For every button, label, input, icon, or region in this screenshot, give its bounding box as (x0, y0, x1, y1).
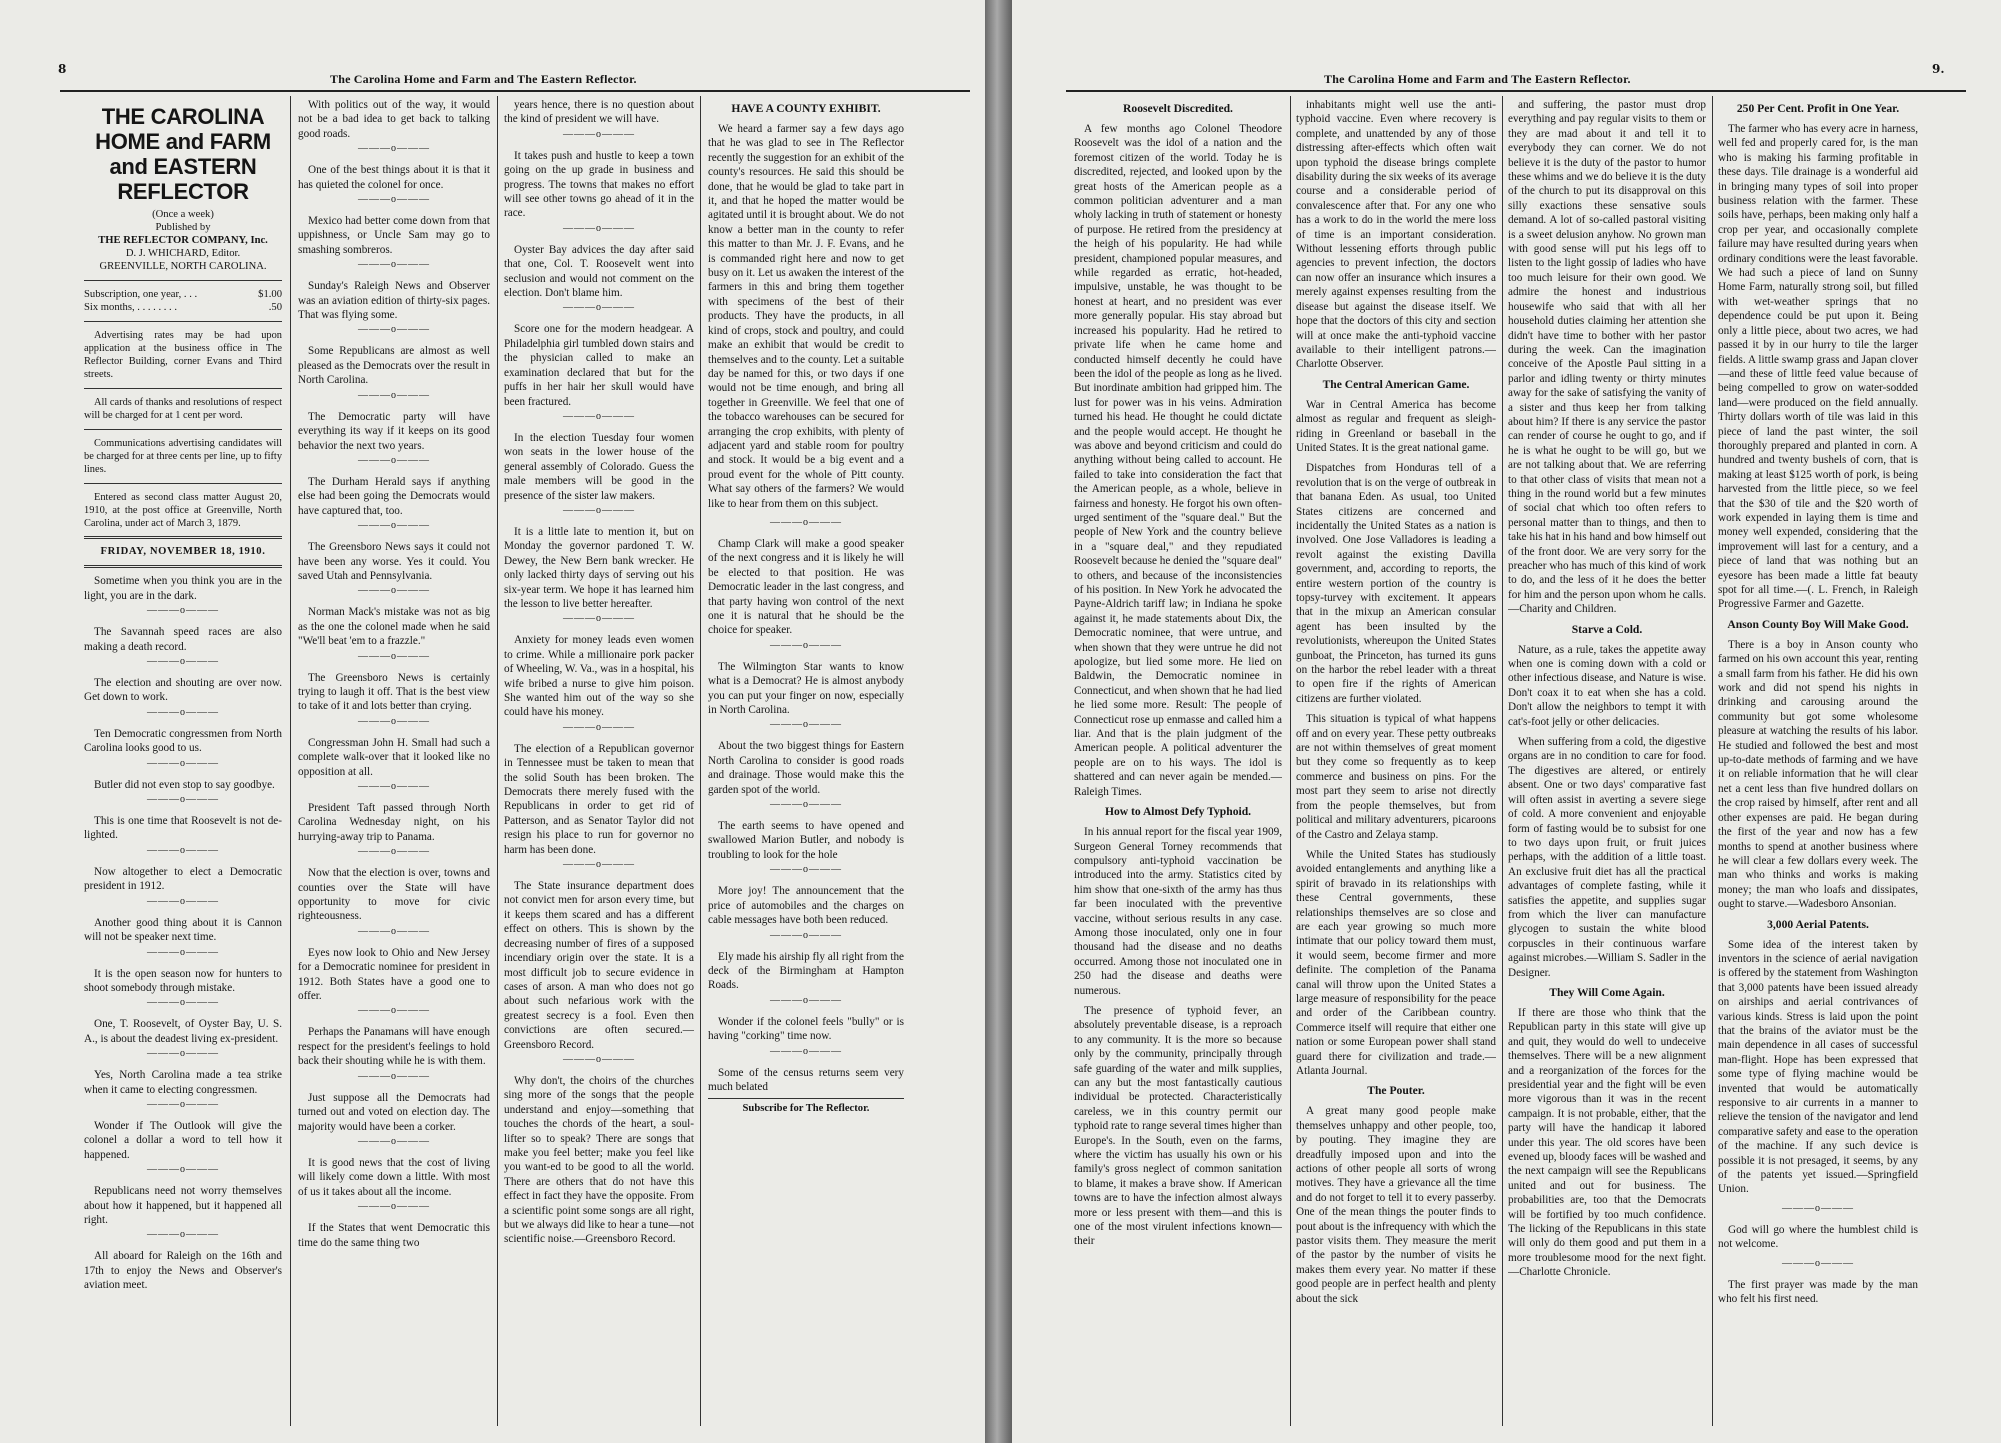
news-item: Score one for the modern headgear. A Philadelphia girl tumbled down stairs and the physician called to make an examination declared that but for the puffs in her hair her skull would have been fractured. (504, 323, 694, 408)
news-item: Republicans need not worry themselves about how it happened, but it happened all right. (84, 1185, 282, 1226)
item-separator: ———o——— (358, 389, 430, 401)
news-item: Ten Democratic congressmen from North Carolina looks good to us. (84, 727, 282, 755)
item-separator: ———o——— (147, 1164, 219, 1176)
news-item: The Democratic party will have everything its way if it keeps on its good behavior the next two years. (298, 410, 490, 452)
item-separator: ———o——— (770, 799, 842, 811)
page-number-right: 9. (1932, 62, 1945, 76)
item-separator: ———o——— (147, 605, 219, 617)
column-5: Roosevelt Discredited. A few months ago Colonel Theodore Roosevelt was the idol of a nation and the foremost citizen of the world. Today he is discredited, rejected, and looked upon by the great hosts of the American people as a common politician adventurer and a man wholy lacking in truth of statement or honesty of purpose. He retired from the presidency at the heigh of his popularity. He had while president, championed popular measures, and while regarded as erratic, hot-headed, impulsive, unstable, he was thought to be honest at heart, and no president was ever more generally popular. His stay abroad but increased his popularity. Had he retired to private life when he came home and conducted himself decently he could have been the idol of the people as long as he lived. But inordinate ambition had gripped him. The lust for power was in his veins. Admiration turned his head. He thought he could dictate and the people would accept. He thought he was above and beyond criticism and could do anything without being called to account. He failed to take into consideration the fact that the American people, as a whole, believe in fairness and honesty. He forgot his own often-urged sentiment of the "square deal." But the people of New York and the country believe in a "square deal," and they repudiated Roosevelt because he denied the "square deal" to others, and because of the inconsistencies of his position. In New York he advocated the Payne-Aldrich tariff law; in Indiana he spoke against it, he made statements about Dix, the Democratic nominee, that were untrue, and when shown that they were untrue he did not apologize, but lied some more. He lied on Baldwin, the Democratic nominee in Connecticut, and when shown that he had lied he lied some more. Result: The people of Connecticut rose up enmasse and called him a liar. And that is the plain judgment of the American people. A political adventurer the people are on to his ways. The idol is shattered and can never again be mended.—Raleigh Times. How to Almost Defy Typhoid. In his annual report for the fiscal year 1909, Surgeon General Torney recommends that compulsory anti-typhoid vaccination be introduced into the army. Statistics cited by him show that one-sixth of the army has thus far been inoculated with the preventive vaccine, without serious results in any case. Among those inoculated, only one in four thousand had the disease and no deaths occurred. Among those not inoculated one in 250 had the disease and deaths were numerous. The presence of typhoid fever, an absolutely preventable disease, is a reproach to any community. It is the more so because only by the community, principally through safe guarding of the water and milk supplies, can any but the most fantastically cautious individual be protected. Characteristically careless, we in this country permit our typhoid rate to range several times higher than Europe's. In the South, even on the farms, where the victim has usually his own or his family's gross neglect of common sanitation to blame, it makes a brave show. If American towns are to have the infection almost always more or less present with them—and this is one of the most virulent infections known—their (1074, 102, 1282, 1248)
news-item: Ely made his airship fly all right from the deck of the Birmingham at Hampton Roads. (708, 950, 904, 992)
news-item: Anxiety for money leads even women to crime. While a millionaire pork packer of Wheeling, W. Va., was in a hospital, his wife bribed a nurse to give him poison. She wanted him out of the way so she could have his money. (504, 634, 694, 719)
masthead-title: THE CAROLINA HOME and FARM and EASTERN REFLECTOR (95, 104, 271, 204)
item-separator: ———o——— (770, 639, 842, 651)
headline-central-american: The Central American Game. (1322, 377, 1470, 391)
column-7: and suffering, the pastor must drop everything and pay regular visits to them or they are mad about it and tell it to everybody they can corner. We do not believe it is the duty of the pastor to humor these whims and we do believe it is the duty of the church to put its disapproval on this silly exactions these sensative souls demand. A lot of so-called pastoral visiting is a sweet delusion anyhow. No grown man with good sense will put his legs off to listen to the light gossip of ladies who have too much leisure for their own good. We admire the honest and industrious housewife who said that with all her household duties claiming her attention she didn't have time to bother with her pastor during the week. Can the imagination conceive of the Apostle Paul sitting in a parlor and idling twenty or thirty minutes away for the sake of satisfying the vanity of a sister and thus keep her from talking about him? If there is any service the pastor can render of course he ought to go, and if he is what he ought to be will go, but we are not talking about that. We are referring to that other class of visits that mean not a thing in the round world but a few minutes of social chat which too often refers to personal matter than to things, and then to take his hat in his hand and bow himself out of the front door. We are very sorry for the preacher who has much of this kind of work to do, and the less of it he does the better for him and the person upon whom he calls.—Charity and Children. Starve a Cold. Nature, as a rule, takes the appetite away when one is coming down with a cold or other infectious disease, and Nature is wise. Don't coax it to eat when she has a cold. Don't allow the neighbors to tempt it with cat's-foot jelly or other delicacies. When suffering from a cold, the digestive organs are in no condition to care for food. The digestives are altered, or entirely absent. One or two days' comparative fast will often assist in averting a severe siege of cold. A more convenient and enjoyable form of fasting would be to subsist for one to two days upon fruit, or fruit juices perhaps, with the addition of a little toast. An exclusive fruit diet has all the practical advantages of complete fasting, while it satisfies the appetite, and supplies sugar from which the liver can manufacture glycogen to sustain the white blood corpuscles in their continuous warfare against microbes.—William S. Sadler in the Designer. They Will Come Again. If there are those who think that the Republican party in this state will give up and quit, they would do well to undeceive themselves. There will be a new alignment and a reorganization of the forces for the presidential year and the fight will be even more vigorous than it was in the recent campaign. It is not probable, either, that the party will have the handicap it labored under this year. The old scores have been evened up, bloody faces will be washed and the next campaign will see the Republicans united and out for business. The probabilities are, too that the Democrats will be fortified by too much confidence. The licking of the Republicans in this state will only do them good and put them in a more troublesome mood for the next fight. —Charlotte Chronicle. (1508, 99, 1706, 1279)
subscribe-notice: Subscribe for The Reflector. (708, 1098, 904, 1116)
headline-profit: 250 Per Cent. Profit in One Year. (1736, 102, 1900, 115)
headline-pouter: The Pouter. (1367, 1084, 1425, 1098)
article-county-exhibit: We heard a farmer say a few days ago that he was glad to see in The Reflector recently the suggestion for an exhibit of the county's resources. He said this should be done, that he would be glad to take part in it, and that he hoped the matter would be agitated until it is brought about. We do not know a better man in the county to refer this matter to than Mr. J. F. Evans, and he is commanded right here and now to get busy on it. Let us awaken the interest of the farmers in this and bring them together with specimens of the best of their products. They have the products, in all kind of crops, stock and poultry, and could make an exhibit that would be credit to themselves and to the county. Let a suitable day be named for this, or two days if one would not be time enough, and bring all together in Greenville. We feel that one of the tobacco warehouses can be secured for arranging the crop exhibits, with plenty of adjacent yard and stable room for poultry and stock. It would be a big event and a proud event for the whole of Pitt county. What say others of the farmers? We would like to hear from them on this subject. (708, 123, 904, 510)
news-item: Sunday's Raleigh News and Observer was an aviation edition of thirty-six pages. That was flying some. (298, 280, 490, 322)
news-item: years hence, there is no question about the kind of president we will have. (504, 99, 694, 126)
item-separator: ———o——— (147, 1229, 219, 1241)
item-separator: ———o——— (358, 715, 430, 727)
news-item: Some Republicans are almost as well pleased as the Democrats over the result in North Carolina. (298, 345, 490, 387)
item-separator: ———o——— (147, 895, 219, 907)
item-separator: ———o——— (563, 410, 635, 422)
news-item: The Savannah speed races are also making a death record. (84, 626, 282, 653)
item-separator: ———o——— (147, 997, 219, 1009)
item-separator: ———o——— (358, 1135, 430, 1147)
item-separator: ———o——— (770, 929, 842, 941)
news-item: Eyes now look to Ohio and New Jersey for a Democratic nominee for president in 1912. Both States have a good one to offer. (298, 946, 490, 1003)
left-page (0, 0, 985, 1443)
news-item: Some of the census returns seem very much belated (708, 1066, 904, 1093)
item-separator: ———o——— (358, 1070, 430, 1082)
column-8: 250 Per Cent. Profit in One Year. The farmer who has every acre in harness, well fed and properly cared for, is the man who is making his farming profitable in these days. Tile drainage is a wonderful aid in bringing many types of soil into proper business relation with the farmer. These soils have, perhaps, been making only half a crop per year, and occasionally complete failure may have resulted during years when ordinary conditions were the least favorable. We had such a piece of land on Sunny Home Farm, naturally strong soil, but filled with wet-weather springs that no dependence could be put upon it. Being only a little piece, about two acres, we had passed it by in our hurry to tile the larger fields. A little swamp grass and Japan clover—and these of little feed value because of being compelled to grow on water-sodded land—were produced on the field annually. Thirty dollars worth of tile was laid in this piece of land the past winter, the soil thoroughly prepared and planted in corn. A hundred and twenty bushels of corn, that is making at least $125 worth of pork, is being harvested from the little piece, so we feel that the $30 of tile and the $20 worth of work expended in laying them is time and money well expended, considering that the improvement will last for a century, and a piece of land that was nothing but an eyesore has been made a little fat beauty spot for all time.—(. L. French, in Raleigh Progressive Farmer and Gazette. Anson County Boy Will Make Good. There is a boy in Anson county who farmed on his own account this year, renting a small farm from his father. He did his own work and did not spend his nights in drinking and carousing around the community but got some wholesome pleasure at watching the results of his labor. He studied and followed the best and most up-to-date methods of farming and we have it on reliable information that he will clear net a cent less than five hundred dollars on the crop raised by himself, after rent and all other expenses are paid. He began during the first of the year and now has a few months to spend at another business where he will clear a few dollars every week. The man who thinks and works is making money; the man who loafs and dissipates, ought to starve.—Wadesboro Ansonian. 3,000 Aerial Patents. Some idea of the interest taken by inventors in the science of aerial navigation is offered by the statement from Washington that 3,000 patents have been issued already on airships and aerial contrivances of various kinds. Stress is laid upon the point that the brains of the aviator must be the main dependence in all cases of successful man-flight. Hope has been expressed that some type of flying machine would be invented that would be automatically responsive to air currents in a manner to relieve the tension of the navigator and lend comparative safety and ease to the operation of the machine. If any such device is possible it is not presaged, it seems, by any of the patents yet issued.—Springfield Union. ———o——— God will go where the humblest child is not welcome. ———o——— The first prayer was made by the man who felt his first need. (1718, 102, 1918, 1306)
news-item: If the States that went Democratic this time do the same thing two (298, 1222, 490, 1249)
headline-aerial: 3,000 Aerial Patents. (1767, 917, 1869, 931)
news-item: Sometime when you think you are in the light, you are in the dark. (84, 575, 282, 602)
news-item: With politics out of the way, it would not be a bad idea to get back to talking good roads. (298, 99, 490, 140)
notice-entered: Entered as second class matter August 20, 1910, at the post office at Greenville, North Carolina, under act of March 3, 1879. (84, 492, 282, 529)
column-4: HAVE A COUNTY EXHIBIT. We heard a farmer say a few days ago that he was glad to see in The Reflector recently the suggestion for an exhibit of the county's resources. He said this should be done, that he would be glad to take part in it, and that he hoped the matter would be agitated until it is brought about. We do not know a better man in the county to refer this matter to than Mr. J. F. Evans, and he is commanded right here and now to get busy on it. Let us awaken the interest of the farmers in this and bring them together with specimens of the best of their products. They have the products, in all kind of crops, stock and poultry, and could make an exhibit that would be credit to themselves and to the county. Let a suitable day be named for this, or two days if one would not be time enough, and bring all together in Greenville. We feel that one of the tobacco warehouses can be secured for arranging the crop exhibits, with plenty of adjacent yard and stable room for poultry and stock. It would be a big event and a proud event for the whole of Pitt county. What say others of the farmers? We would like to hear from them on this subject. ———o——— Champ Clark will make a good speaker of the next congress and it is likely he will be elected to that position. He was Democratic leader in the last congress, and that party having won control of the next one it is natural that he should be the choice for speaker. ———o——— The Wilmington Star wants to know what is a Democrat? He is almost anybody you can put your finger on now, especially in North Carolina. ———o——— About the two biggest things for Eastern North Carolina to consider is good roads and drainage. Those would make this the garden spot of the world. ———o——— The earth seems to have opened and swallowed Marion Butler, and nobody is troubling to look for the hole ———o——— More joy! The announcement that the price of automobiles and the charges on cable messages have both been reduced. ———o——— Ely made his airship fly all right from the deck of the Birmingham at Hampton Roads. ———o——— Wonder if the colonel feels "bully" or is having "corking" time now. ———o——— Some of the census returns seem very much belated Subscribe for The Reflector. (708, 98, 904, 1427)
news-item: Wonder if the colonel feels "bully" or is having "corking" time now. (708, 1015, 904, 1043)
item-separator: ———o——— (147, 1098, 219, 1110)
item-separator: ———o——— (358, 143, 430, 155)
item-separator: ———o——— (147, 757, 219, 769)
item-separator: ———o——— (358, 1201, 430, 1213)
item-separator: ———o——— (358, 781, 430, 792)
news-item: It is good news that the cost of living will likely come down a little. With most of us it takes about all the income. (298, 1156, 490, 1198)
headline-typhoid: How to Almost Defy Typhoid. (1104, 805, 1252, 819)
page-number-left: 8 (58, 62, 67, 76)
item-separator: ———o——— (358, 650, 430, 662)
header-rule-right (1066, 90, 1966, 92)
news-item: President Taft passed through North Carolina Wednesday night, on his hurrying-away trip to Panama. (298, 802, 490, 843)
item-separator: ———o——— (358, 259, 430, 271)
headline-come-again: They Will Come Again. (1549, 985, 1665, 999)
column-1: THE CAROLINA HOME and FARM and EASTERN REFLECTOR (Once a week) Published by THE REFLECTOR COMPANY, Inc. D. J. WHICHARD, Editor. GREENVILLE, NORTH CAROLINA. Subscription, one year, . . . $1.00 Six months, . . . . . . . . .50 Advertising rates may be had upon application at the business office in The Reflector Building, corner Evans and Third streets. All cards of thanks and resolutions of respect will be charged for at 1 cent per word. Communications advertising candidates will be charged for at three cents per line, up to fifty lines. Entered as second class matter August 20, 1910, at the post office at Greenville, North Carolina, under act of March 3, 1879. FRIDAY, NOVEMBER 18, 1910. Sometime when you think you are in the light, you are in the dark. ———o——— The Savannah speed races are also making a death record. ———o——— The election and shouting are over now. Get down to work. ———o——— Ten Democratic congressmen from North Carolina looks good to us. ———o——— Butler did not even stop to say goodbye. ———o——— This is one time that Roosevelt is not de-lighted. ———o——— Now altogether to elect a Democratic president in 1912. ———o——— Another good thing about it is Cannon will not be speaker next time. ———o——— It is the open season now for hunters to shoot somebody through mistake. ———o——— One, T. Roosevelt, of Oyster Bay, U. S. A., is about the deadest living ex-president. ———o——— Yes, North Carolina made a tea strike when it came to electing congressmen. ———o——— Wonder if The Outlook will give the colonel a dollar a word to tell how it happened. ———o——— Republicans need not worry themselves about how it happened, but it happened all right. ———o——— All aboard for Raleigh on the 16th and 17th to enjoy the News and Observer's aviation meet. (84, 104, 282, 1292)
item-separator: ———o——— (147, 1048, 219, 1060)
headline-county-exhibit: HAVE A COUNTY EXHIBIT. (731, 102, 881, 115)
item-separator: ———o——— (563, 302, 635, 314)
headline-anson: Anson County Boy Will Make Good. (1727, 617, 1909, 631)
item-separator: ———o——— (563, 128, 635, 140)
news-item: Now that the election is over, towns and counties over the State will have opportunity to move for civic righteousness. (298, 867, 490, 923)
issue-date: FRIDAY, NOVEMBER 18, 1910. (100, 546, 266, 557)
right-page (1012, 0, 2001, 1443)
item-separator: ———o——— (358, 454, 430, 466)
item-separator: ———o——— (358, 846, 430, 858)
item-separator: ———o——— (147, 706, 219, 718)
binding-gutter (985, 0, 1012, 1443)
news-item: It is the open season now for hunters to shoot somebody through mistake. (84, 967, 282, 994)
notice-communications: Communications advertising candidates will be charged for at three cents per line, up to fifty lines. (84, 438, 282, 475)
news-item: Just suppose all the Democrats had turned out and voted on election day. The majority would have been a corker. (298, 1091, 490, 1133)
item-separator: ———o——— (358, 1005, 430, 1017)
item-separator: ———o——— (563, 1053, 635, 1065)
item-separator: ———o——— (358, 520, 430, 532)
news-item: Yes, North Carolina made a tea strike when it came to electing congressmen. (84, 1069, 282, 1096)
news-item: It takes push and hustle to keep a town going on the up grade in business and progress. The towns that makes no effort will see other towns go ahead of it in the race. (504, 149, 694, 220)
item-separator: ———o——— (358, 925, 430, 937)
news-item: One, T. Roosevelt, of Oyster Bay, U. S. A., is about the deadest living ex-president. (84, 1018, 282, 1045)
column-3 (504, 98, 694, 1427)
item-separator: ———o——— (147, 656, 219, 668)
item-separator: ———o——— (770, 719, 842, 731)
item-separator: ———o——— (147, 844, 219, 856)
item-separator: ———o——— (563, 222, 635, 234)
news-item: One of the best things about it is that it has quieted the colonel for once. (298, 164, 490, 191)
news-item: The State insurance department does not convict men for arson every time, but it keeps them scared and has a different effect on others. This is shown by the decreasing number of fires of a supposed incendiary origin over the state. It is a most difficult job to secure evidence in cases of arson. A man who does not go about such nefarious work with the greatest secrecy is a fool. Even then convictions are often secured.—Greensboro Record. (504, 880, 694, 1051)
news-item: Wonder if The Outlook will give the colonel a dollar a word to tell how it happened. (84, 1119, 282, 1161)
item-separator: ———o——— (358, 324, 430, 336)
publisher-name: THE REFLECTOR COMPANY, Inc. (98, 235, 268, 246)
news-item: More joy! The announcement that the price of automobiles and the charges on cable messages have both been reduced. (708, 885, 904, 927)
news-item: The election of a Republican governor in Tennessee must be taken to mean that the solid South has been broken. The Democrats there merely fused with the Republicans in order to get rid of Patterson, and as Senator Taylor did not resign his place to run for governor no harm has been done. (504, 742, 694, 856)
news-item: Another good thing about it is Cannon will not be speaker next time. (84, 916, 282, 944)
news-item: It is a little late to mention it, but on Monday the governor pardoned T. W. Dewey, the New Bern bank wrecker. He only lacked thirty days of serving out his six-year term. We hope it has learned him the lesson to live better hereafter. (504, 525, 694, 610)
news-item: Norman Mack's mistake was not as big as the one the colonel made when he said "We'll beat 'em to a frazzle." (298, 606, 490, 648)
item-separator: ———o——— (770, 864, 842, 876)
item-separator: ———o——— (147, 794, 219, 806)
news-item: All aboard for Raleigh on the 16th and 17th to enjoy the News and Observer's aviation meet. (84, 1250, 282, 1292)
news-item: Champ Clark will make a good speaker of the next congress and it is likely he will be elected to that position. He was Democratic leader in the last congress, and that party having won control of the next one it is natural that he should be the choice for speaker. (708, 537, 904, 637)
news-item: Butler did not even stop to say goodbye. (94, 778, 275, 791)
column-6: inhabitants might well use the anti-typhoid vaccine. Even where recovery is complete, and unattended by any of those distressing after-effects which often wait upon typhoid the disease brings complete disability during the six weeks of its average course and a considerable period of convalescence after that. For any one who has a work to do in the world the mere loss of time is an important consideration. Without lessening efforts through public agencies to prevent infection, the doctors can now offer an insurance which insures a merely against expenses resulting from the disease but against the disease itself. We hope that the doctors of this city and section will at once make the anti-typhoid vaccine available to their intelligent patrons.—Charlotte Observer. The Central American Game. War in Central America has become almost as regular and frequent as sleigh-riding in Greenland or baseball in the United States. It is the great national game. Dispatches from Honduras tell of a revolution that is on the verge of outbreak in that banana Eden. As usual, too United States citizens are concerned and incidentally the United States as a nation is involved. One Jose Valladores is leading a revolt against the existing Davilla government, and, according to reports, the entire western portion of the country is topsy-turvey with excitement. It appears that in the mixup an American consular agent has been insulted by the revolutionists, whereupon the United States gunboat, the Princeton, has turned its guns on the harbor the rebel leader with a threat to open fire if the rights of American citizens are further violated. This situation is typical of what happens off and on every year. These petty outbreaks are not within themselves of great moment but they come so frequently as to keep commerce and business on pins. For the most part they seem to arise not directly from the people themselves, but from political and military adventurers, picaroons of the Castro and Zelaya stamp. While the United States has studiously avoided entanglements and anything like a spirit of bravado in its relationships with these Central governments, these relationships themselves are so close and are each year growing so much more intimate that our policy toward them must, it would seem, become firmer and more definite. The completion of the Panama canal will throw upon the United States a large measure of responsibility for the peace and order of the Caribbean country. Commerce itself will require that either one nation or some European power shall stand guard there for civilization and trade.—Atlanta Journal. The Pouter. A great many good people make themselves unhappy and other people, too, by pouting. They imagine they are dreadfully imposed upon and into the actions of other people all sorts of wrong motives. They have a grievance all the time and do not forget to tell it to every passerby. One of the mean things the pouter finds to pout about is the infrequency with which the pastor visits them. They measure the merit of the pastor by the number of visits he makes them every year. No matter if these good people are in perfect health and plenty about the sick (1296, 99, 1496, 1305)
notice-advertising: Advertising rates may be had upon application at the business office in The Reflector Building, corner Evans and Third streets. (84, 330, 282, 380)
header-rule-left (60, 90, 970, 92)
running-head-right: The Carolina Home and Farm and The Eastern Reflector. (1324, 72, 1631, 86)
item-separator: ———o——— (358, 585, 430, 597)
news-item: The Durham Herald says if anything else had been going the Democrats would have captured that, too. (298, 475, 490, 517)
news-item: The Greensboro News says it could not have been any worse. Yes it could. You saved Utah and Pennsylvania. (298, 541, 490, 582)
news-item: This is one time that Roosevelt is not de-lighted. (84, 815, 282, 842)
item-separator: ———o——— (563, 504, 635, 516)
news-item: Oyster Bay advices the day after said that one, Col. T. Roosevelt went into seclusion and would not comment on the election. Don't blame him. (504, 243, 694, 300)
notice-cards: All cards of thanks and resolutions of respect will be charged for at 1 cent per word. (84, 397, 282, 421)
news-item: Mexico had better come down from that uppishness, or Uncle Sam may go to smashing sombreros. (298, 215, 490, 256)
news-item: The election and shouting are over now. Get down to work. (84, 677, 282, 704)
item-separator: ———o——— (563, 613, 635, 625)
news-item: Now altogether to elect a Democratic president in 1912. (84, 865, 282, 893)
item-separator: ———o——— (770, 1045, 842, 1057)
running-head-left: The Carolina Home and Farm and The Eastern Reflector. (330, 72, 637, 86)
item-separator: ———o——— (563, 859, 635, 871)
item-separator: ———o——— (147, 946, 219, 958)
news-item: Perhaps the Panamans will have enough respect for the president's feelings to hold back their shouting while he is with them. (298, 1026, 490, 1068)
news-item: In the election Tuesday four women won seats in the lower house of the general assembly of Colorado. Guess the male members will be good in the presence of the sister law makers. (504, 431, 694, 502)
headline-roosevelt: Roosevelt Discredited. (1123, 102, 1233, 115)
subscription-year: Subscription, one year, . . . $1.00 (84, 289, 282, 300)
news-item: The Greensboro News is certainly trying to laugh it off. That is the best view to take of it and lots better than crying. (298, 671, 490, 713)
news-item: Why don't, the choirs of the churches sing more of the songs that the people understand and enjoy—something that touches the chords of the heart, a soul-lifter so to speak? There are songs that make you feel better; make you feel like you want-ed to be good to all the world. There are others that do not have this effect in fact they have the opposite. From a scientific point some songs are all right, but we always did like to hear a tune—not scientific noise.—Greensboro Record. (504, 1074, 694, 1246)
item-separator: ———o——— (563, 721, 635, 733)
news-item: About the two biggest things for Eastern North Carolina to consider is good roads and drainage. Those would make this the garden spot of the world. (708, 740, 904, 796)
column-2 (298, 98, 490, 1427)
news-item: The Wilmington Star wants to know what is a Democrat? He is almost anybody you can put your finger on now, especially in North Carolina. (708, 660, 904, 717)
item-separator: ———o——— (770, 994, 842, 1006)
news-item: Congressman John H. Small had such a complete walk-over that it looked like no opposition at all. (298, 736, 490, 778)
headline-starve-cold: Starve a Cold. (1571, 622, 1643, 636)
news-item: The earth seems to have opened and swallowed Marion Butler, and nobody is troubling to look for the hole (708, 820, 904, 861)
column-1-items (84, 574, 282, 1292)
item-separator: ———o——— (358, 194, 430, 206)
subscription-six-months: Six months, . . . . . . . . .50 (84, 302, 282, 313)
